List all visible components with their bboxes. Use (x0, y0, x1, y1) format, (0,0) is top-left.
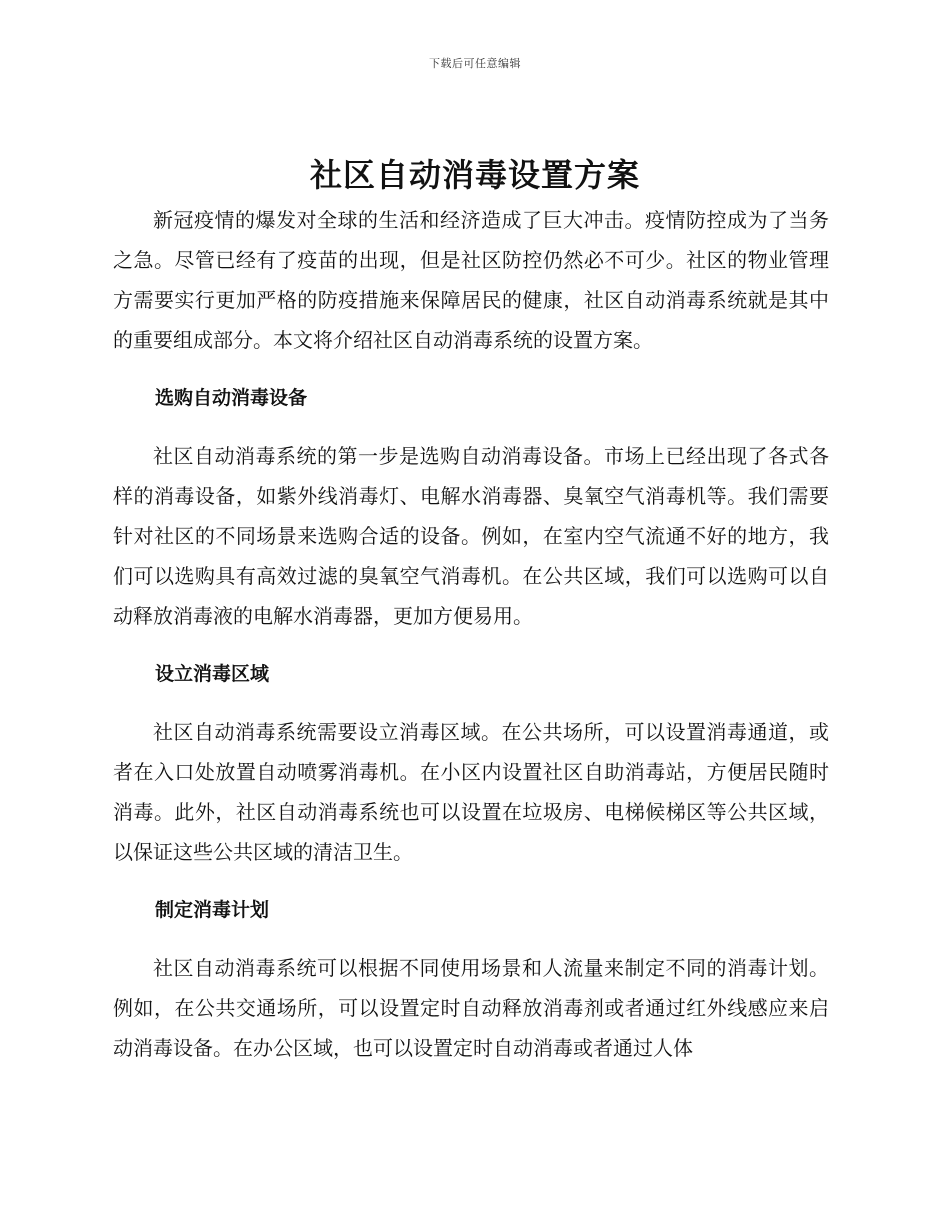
section-heading-plan: 制定消毒计划 (155, 899, 270, 921)
page-header-note: 下载后可任意编辑 (429, 57, 521, 70)
section-paragraph-equipment: 社区自动消毒系统的第一步是选购自动消毒设备。市场上已经出现了各式各样的消毒设备，如紫外线消毒灯、电解水消毒器、臭氧空气消毒机等。我们需要针对社区的不同场景来选购合适的设备。例如，在室内空气流通不好的地方，我们可以选购具有高效过滤的臭氧空气消毒机。在公共区域，我们可以选购可以自动释放消毒液的电解水消毒器，更加方便易用。 (113, 444, 829, 628)
section-paragraph-zones: 社区自动消毒系统需要设立消毒区域。在公共场所，可以设置消毒通道，或者在入口处放置自动喷雾消毒机。在小区内设置社区自助消毒站，方便居民随时消毒。此外，社区自动消毒系统也可以设置在垃圾房、电梯候梯区等公共区域，以保证这些公共区域的清洁卫生。 (113, 720, 829, 864)
intro-paragraph: 新冠疫情的爆发对全球的生活和经济造成了巨大冲击。疫情防控成为了当务之急。尽管已经有了疫苗的出现，但是社区防控仍然必不可少。社区的物业管理方需要实行更加严格的防疫措施来保障居民的健康，社区自动消毒系统就是其中的重要组成部分。本文将介绍社区自动消毒系统的设置方案。 (113, 208, 829, 352)
section-paragraph-plan: 社区自动消毒系统可以根据不同使用场景和人流量来制定不同的消毒计划。例如，在公共交通场所，可以设置定时自动释放消毒剂或者通过红外线感应来启动消毒设备。在办公区域，也可以设置定时自动消毒或者通过人体 (113, 956, 829, 1060)
section-heading-zones: 设立消毒区域 (155, 663, 270, 685)
document-title: 社区自动消毒设置方案 (309, 156, 640, 194)
document-body (113, 200, 829, 1068)
section-heading-equipment: 选购自动消毒设备 (155, 387, 308, 409)
